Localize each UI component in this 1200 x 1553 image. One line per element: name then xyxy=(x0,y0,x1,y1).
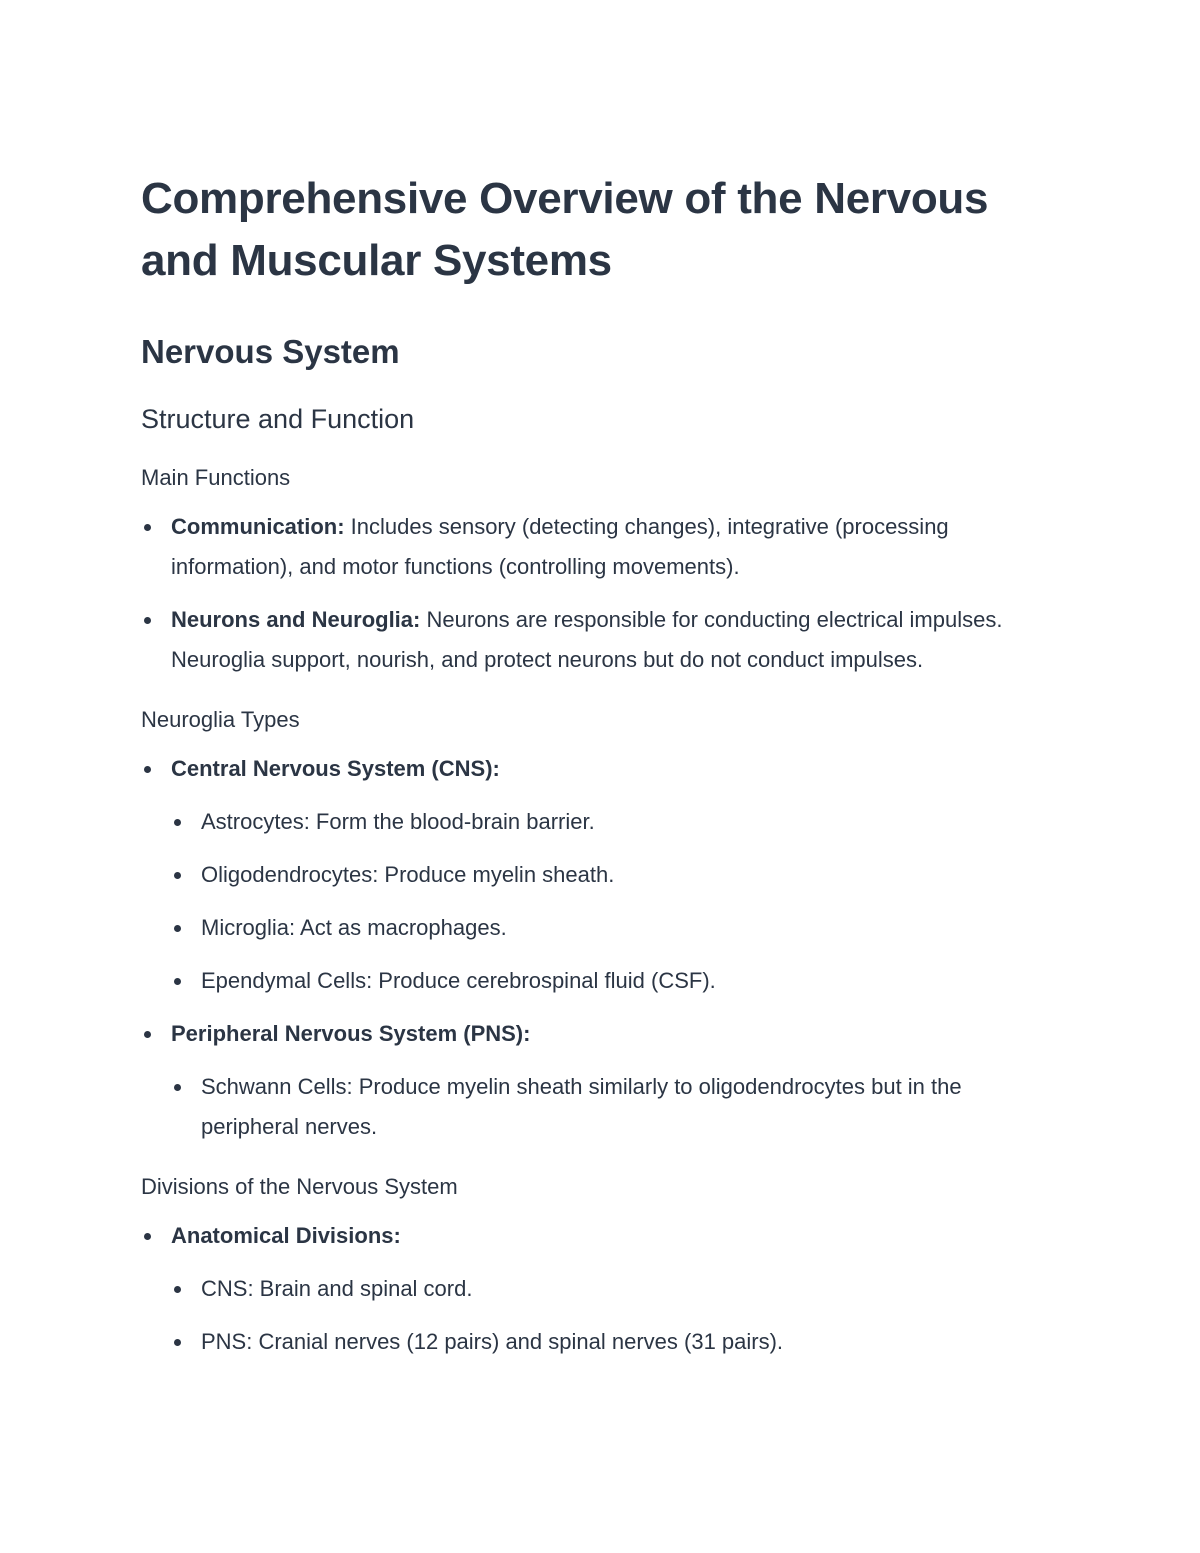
divisions-heading: Divisions of the Nervous System xyxy=(141,1174,458,1199)
bullet-icon xyxy=(174,1286,181,1293)
main-functions-list xyxy=(141,507,1061,680)
item-label: Central Nervous System (CNS): xyxy=(171,756,500,781)
bullet-icon xyxy=(174,978,181,985)
item-label: Neurons and Neuroglia: xyxy=(171,607,421,632)
item-text: Oligodendrocytes: Produce myelin sheath. xyxy=(201,862,615,887)
list-item xyxy=(171,961,1061,1001)
item-text: Schwann Cells: Produce myelin sheath similarly to oligodendrocytes but in the peripheral nerves. xyxy=(201,1074,962,1139)
pns-cell-list xyxy=(171,1067,1061,1147)
item-label: Peripheral Nervous System (PNS): xyxy=(171,1021,531,1046)
list-item xyxy=(171,1067,1061,1147)
bullet-icon xyxy=(174,925,181,932)
item-label: Communication: xyxy=(171,514,345,539)
list-item xyxy=(141,600,1061,680)
neuroglia-types-list xyxy=(141,749,1061,789)
list-item xyxy=(171,1269,1061,1309)
bullet-icon xyxy=(174,872,181,879)
item-text: Astrocytes: Form the blood-brain barrier. xyxy=(201,809,595,834)
subsection-heading: Structure and Function xyxy=(141,404,415,434)
bullet-icon xyxy=(144,1233,151,1240)
divisions-list xyxy=(141,1216,1061,1256)
list-item xyxy=(141,507,1061,587)
bullet-icon xyxy=(144,766,151,773)
bullet-icon xyxy=(144,617,151,624)
list-item xyxy=(171,855,1061,895)
item-text: Microglia: Act as macrophages. xyxy=(201,915,507,940)
pns-list xyxy=(141,1014,1061,1054)
item-label: Anatomical Divisions: xyxy=(171,1223,401,1248)
list-item xyxy=(171,908,1061,948)
list-item xyxy=(171,1322,1061,1362)
item-text: Neurons are responsible for conducting electrical impulses. Neuroglia support, nourish, and protect neurons but do not conduct impulses. xyxy=(171,607,1003,672)
list-item xyxy=(141,749,1061,789)
document-title: Comprehensive Overview of the Nervous and Muscular Systems xyxy=(141,174,989,285)
main-functions-heading: Main Functions xyxy=(141,465,291,490)
section-heading: Nervous System xyxy=(141,333,400,370)
bullet-icon xyxy=(144,1031,151,1038)
neuroglia-types-heading: Neuroglia Types xyxy=(141,707,300,732)
bullet-icon xyxy=(174,819,181,826)
document-page xyxy=(141,168,1061,1362)
bullet-icon xyxy=(174,1339,181,1346)
list-item xyxy=(171,802,1061,842)
cns-cell-list xyxy=(171,802,1061,1001)
item-text: Ependymal Cells: Produce cerebrospinal fluid (CSF). xyxy=(201,968,716,993)
item-text: Includes sensory (detecting changes), integrative (processing information), and motor functions (controlling movements). xyxy=(171,514,949,579)
bullet-icon xyxy=(144,524,151,531)
bullet-icon xyxy=(174,1084,181,1091)
item-text: PNS: Cranial nerves (12 pairs) and spinal nerves (31 pairs). xyxy=(201,1329,784,1354)
anatomical-list xyxy=(171,1269,1061,1362)
item-text: CNS: Brain and spinal cord. xyxy=(201,1276,473,1301)
list-item xyxy=(141,1216,1061,1256)
list-item xyxy=(141,1014,1061,1054)
